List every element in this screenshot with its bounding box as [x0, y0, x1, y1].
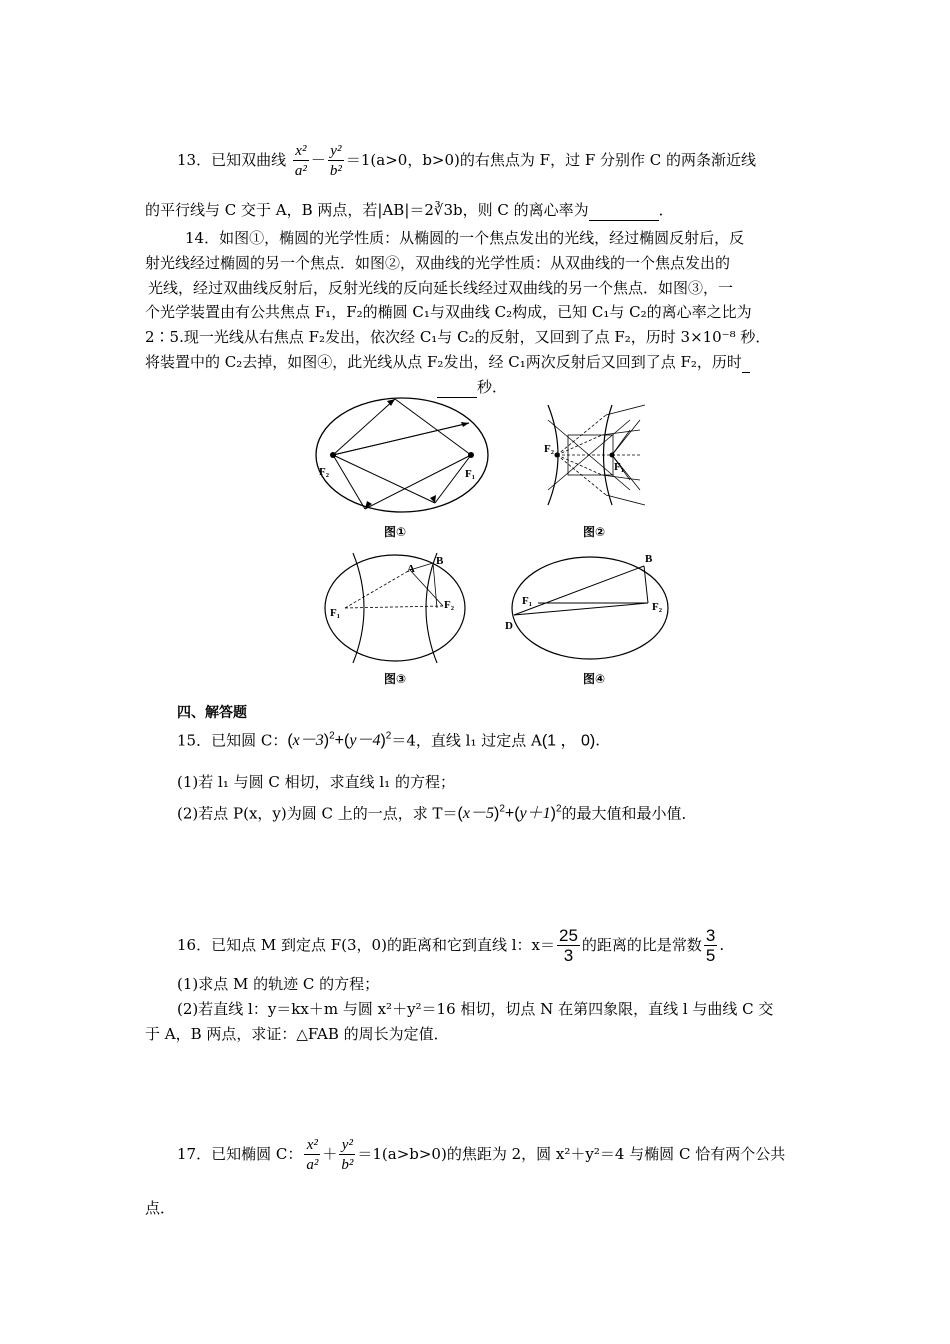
- q17-plus: ＋: [322, 1145, 338, 1163]
- fig2-f1-label: F₁: [614, 461, 625, 473]
- fig3-b-label: B: [436, 555, 444, 567]
- q16-prefix: 16．已知点 M 到定点 F(3，0)的距离和它到直线 l：x＝: [177, 936, 555, 954]
- figure-2: [540, 400, 655, 510]
- q13-line2-end: ．: [658, 201, 674, 219]
- q15-sub2: (2)若点 P(x，y)为圆 C 上的一点，求 $T=(x-5)^2+(y+1)^2$的最大值和最小值．: [177, 804, 697, 823]
- fig3-a-label: A: [407, 563, 415, 575]
- fig1-f2-label: F₂: [319, 466, 330, 478]
- q15-sub2-p2: y＋1: [519, 805, 551, 823]
- q13-line2-text: 的平行线与 C 交于 A，B 两点，若|AB|＝2∛3b，则 C 的离心率为: [145, 201, 589, 219]
- q13-line2: [145, 200, 674, 221]
- fig3-f2-label: F₂: [444, 599, 455, 611]
- fig4-b-label: B: [645, 553, 653, 565]
- q16-line1: [177, 923, 724, 967]
- q13-line1-rest: ＝1(a>0，b>0)的右焦点为 F，过 F 分别作 C 的两条渐近线: [345, 151, 757, 169]
- q15-eq-part1: x－3: [292, 732, 324, 750]
- q16-frac-3-5: $\frac{3}{5}$: [705, 925, 716, 965]
- q17-line1: [177, 1132, 785, 1176]
- q14-line3: 光线，经过双曲线反射后，反射光线的反向延长线经过双曲线的另一个焦点．如图③，一: [148, 279, 734, 297]
- q17-rest: ＝1(a>b>0)的焦距为 2，圆 x²＋y²＝4 与椭圆 C 恰有两个公共: [357, 1145, 786, 1163]
- q15-sub2-prefix: (2)若点 P(x，y)为圆 C 上的一点，求 T＝: [177, 804, 458, 823]
- q16-end: .: [719, 936, 725, 954]
- q15-sub2-suffix: 的最大值和最小值．: [561, 804, 697, 823]
- q13-answer-blank[interactable]: [589, 200, 659, 221]
- fig4-f2-label: F₂: [652, 601, 663, 613]
- q15-eq-rest: ＝4，直线 l₁ 过定点 A: [391, 731, 542, 750]
- q14-line6-text: 将装置中的 C₂去掉，如图④，此光线从点 F₂发出，经 C₁两次反射后又回到了点 F₂，历时: [145, 353, 742, 371]
- q17-prefix: 17．已知椭圆 C：: [177, 1145, 303, 1163]
- fig4-f1-label: F₁: [522, 595, 533, 607]
- q13-frac-x2-a2: $\frac{\text{x²}}{\text{a²}}$: [294, 142, 307, 179]
- q13-minus: －: [310, 151, 326, 169]
- q14-line4: 个光学装置由有公共焦点 F₁，F₂的椭圆 C₁与双曲线 C₂构成，已知 C₁与 C₂的离心率之比为: [145, 303, 752, 321]
- fig1-f1-point: [468, 452, 474, 458]
- q17-line2: 点．: [145, 1199, 176, 1217]
- q15-point: 1 ， 0: [547, 732, 590, 750]
- fig3-caption: 图③: [384, 672, 407, 686]
- fig1-f2-point: [330, 452, 336, 458]
- q15-eq-part2: y－4: [349, 732, 381, 750]
- fig1-f1-label: F₁: [465, 468, 476, 480]
- figure-4: [500, 548, 680, 668]
- q14-line6: [145, 352, 750, 373]
- fig3-f1-label: F₁: [330, 607, 341, 619]
- fig2-f2-label: F₂: [544, 443, 555, 455]
- q15-line1: 15．已知圆 C：$(x-3)^2+(y-4)^2=4$，直线 l₁ 过定点 A(1 ， 0).: [177, 731, 600, 750]
- q14-answer-blank-a[interactable]: [742, 352, 750, 373]
- fig4-caption: 图④: [583, 672, 606, 686]
- q15-end: .: [595, 731, 600, 750]
- q16-sub1: (1)求点 M 的轨迹 C 的方程；: [177, 975, 380, 993]
- figure-1: [305, 395, 500, 520]
- q17-frac-x2-a2: $\frac{\text{x²}}{\text{a²}}$: [306, 1136, 319, 1173]
- q16-middle: 的距离的比是常数: [581, 936, 702, 954]
- q14-line1: 14．如图①，椭圆的光学性质：从椭圆的一个焦点发出的光线，经过椭圆反射后，反: [185, 229, 745, 247]
- q13-frac-y2-b2: $\frac{\text{y²}}{\text{b²}}$: [329, 142, 342, 179]
- q16-sub2-line1: (2)若直线 l：y＝kx＋m 与圆 x²＋y²＝16 相切，切点 N 在第四象限，直线 l 与曲线 C 交: [177, 1000, 774, 1018]
- q16-frac-25-3: $\frac{25}{3}$: [558, 925, 578, 965]
- fig1-caption: 图①: [384, 525, 407, 539]
- q14-last-end: 秒．: [477, 378, 508, 396]
- q15-sub2-p1: x－5: [462, 805, 494, 823]
- fig2-caption: 图②: [583, 525, 606, 539]
- q13-line1: [177, 138, 756, 182]
- q17-frac-y2-b2: $\frac{\text{y²}}{\text{b²}}$: [341, 1136, 354, 1173]
- fig4-d-label: D: [505, 620, 513, 632]
- figure-3: [315, 548, 480, 668]
- section4-title: 四、解答题: [177, 705, 247, 721]
- q15-prefix: 15．已知圆 C：: [177, 731, 288, 750]
- q14-line2: 射光线经过椭圆的另一个焦点．如图②，双曲线的光学性质：从双曲线的一个焦点发出的: [145, 254, 731, 272]
- q15-sub1: (1)若 l₁ 与圆 C 相切，求直线 l₁ 的方程；: [177, 773, 455, 791]
- q14-line5: 2∶5.现一光线从右焦点 F₂发出，依次经 C₁与 C₂的反射，又回到了点 F₂，历时 3×10⁻⁸ 秒．: [145, 328, 771, 346]
- q16-sub2-line2: 于 A，B 两点，求证：△FAB 的周长为定值．: [145, 1025, 449, 1043]
- q13-prefix: 13．已知双曲线: [177, 151, 291, 169]
